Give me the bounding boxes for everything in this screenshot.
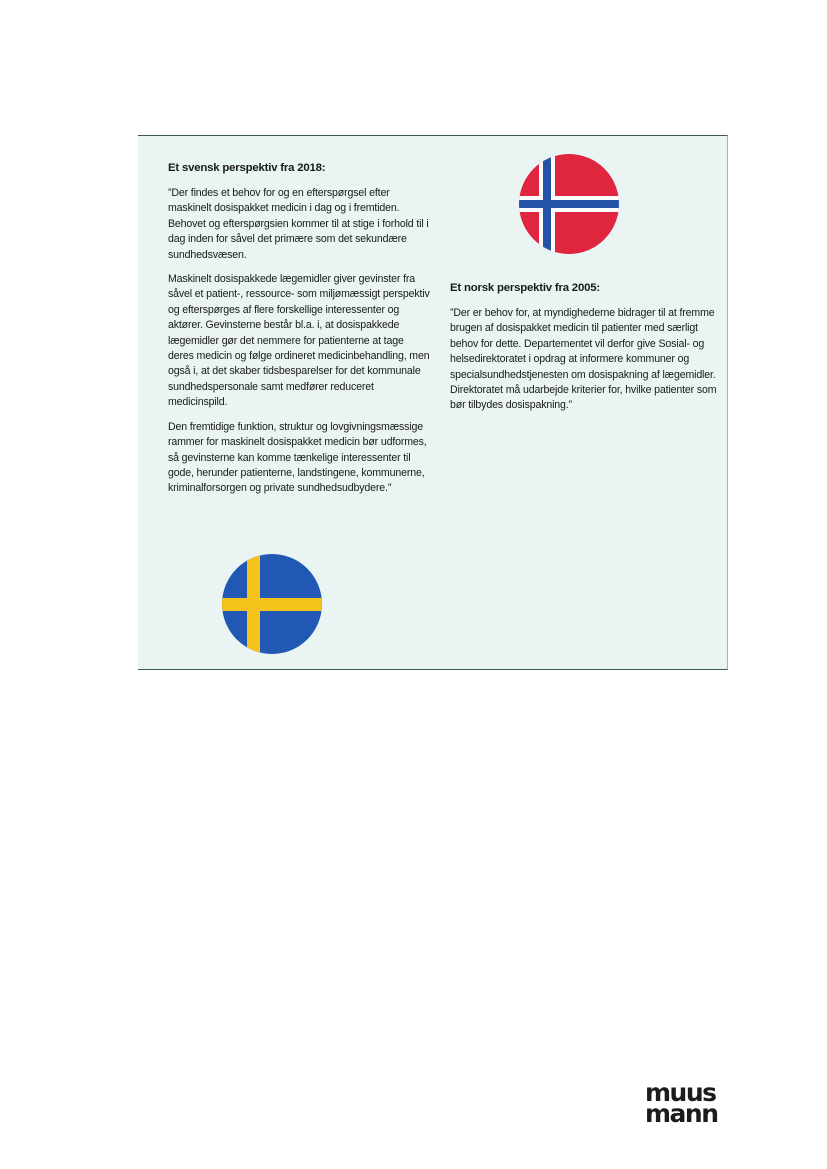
norwegian-paragraph-1: ”Der er behov for, at myndighederne bidrager til at fremme brugen af dosispakket medicin til patienter med særligt behov for dette. Departementet vil derfor give Sosial- og helsedirektoratet i opdrag at informere kommuner og specialsundhedstjenesten om dosispakning af lægemidler. Direktoratet må udarbejde kriterier for, hvilke patienter som bør tilbydes dosispakning.” <box>450 307 717 412</box>
swedish-paragraph-3: Den fremtidige funktion, struktur og lovgivningsmæssige rammer for maskinelt dosispakket medicin bør udformes, så gevinsterne kan komme tænkelige interessenter til gode, herunder patienterne, landstingene, kommunerne, kriminalforsorgen og private sundhedsudbydere.” <box>168 420 427 495</box>
norwegian-heading: Et norsk perspektiv fra 2005: <box>450 282 600 294</box>
muusmann-logo <box>645 1078 725 1128</box>
swedish-paragraph-2: Maskinelt dosispakkede lægemidler giver gevinster fra såvel et patient-, ressource- som miljømæssigt perspektiv og efterspørges af flere forskellige interessenter og aktører. Gevinsterne består bl.a. i, at dosispakkede lægemidler gør det nemmere for patienterne at tage deres medicin og følge ordineret medicinbehandling, men også i, at det skaber tidsbesparelser for det kommunale sundhedspersonale samt medfører reduceret medicinspild. <box>168 273 430 409</box>
swedish-paragraph-1: ”Der findes et behov for og en efterspørgsel efter maskinelt dosispakket medicin i dag og i fremtiden. Behovet og efterspørgsien kommer til at stige i forhold til i dag inden for såvel det primære som det sekundære sundhedsvæsen. <box>168 187 429 261</box>
norwegian-perspective <box>450 281 720 423</box>
swedish-heading: Et svensk perspektiv fra 2018: <box>168 162 326 174</box>
info-box <box>138 135 728 670</box>
swedish-flag-icon <box>222 554 322 654</box>
logo-line-2: mann <box>645 1099 718 1128</box>
norwegian-flag-icon <box>519 154 619 254</box>
logo-line-1: muus <box>645 1078 716 1107</box>
swedish-perspective <box>168 161 430 506</box>
